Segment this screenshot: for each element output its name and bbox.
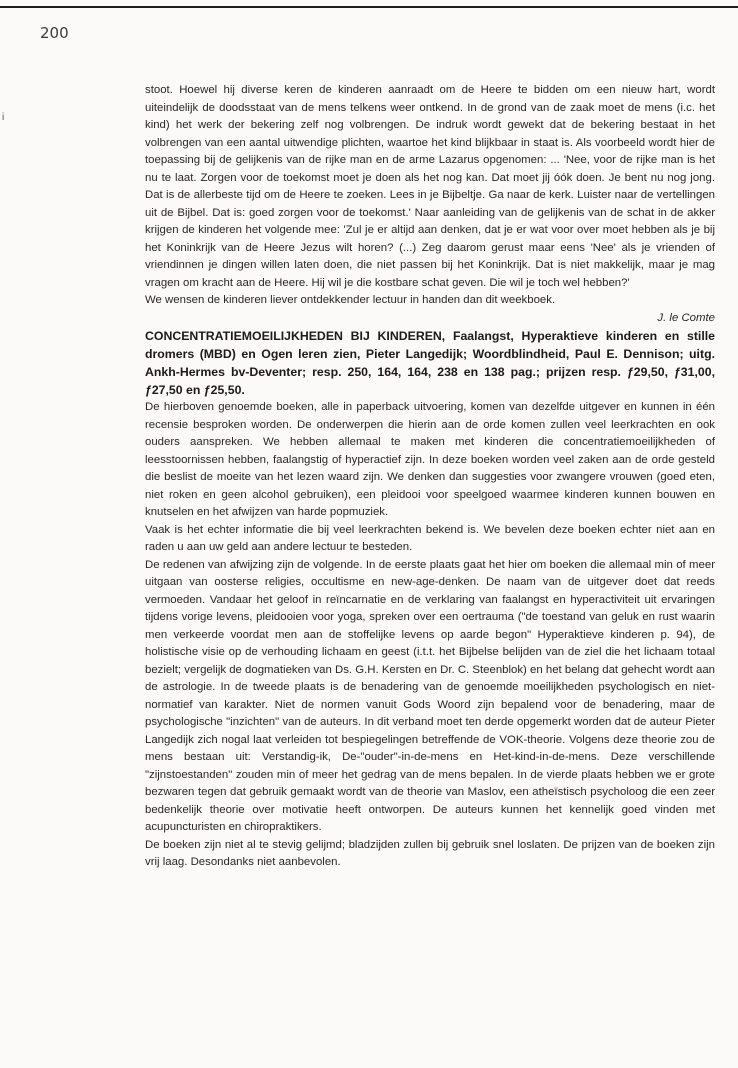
page-number: 200: [40, 24, 69, 42]
review2-paragraph-1: De hierboven genoemde boeken, alle in paperback uitvoering, komen van dezelfde uitgever en kunnen in één recensie besproken worden. De onderwerpen die hierin aan de orde komen zullen veel leerkrachten en ook ouders aanspreken. We hebben allemaal te maken met kinderen die concentratiemoeilijkheden of leesstoornissen hebben, faalangstig of hyperactief zijn. In deze boeken worden veel zaken aan de orde gesteld die beslist de moeite van het lezen waard zijn. We denken dan suggesties voor zwangere vrouwen (goed eten, niet roken en geen alcohol gebruiken), een pleidooi voor speelgoed waarmee kinderen kunnen bouwen en knutselen en het afwijzen van harde popmuziek.: [145, 401, 715, 518]
review1-paragraph-2: We wensen de kinderen liever ontdekkender lectuur in handen dan dit weekboek.: [145, 294, 556, 306]
review2-paragraph-3: De redenen van afwijzing zijn de volgende. In de eerste plaats gaat het hier om boeken die allemaal min of meer uitgaan van oosterse religies, occultisme en new-age-denken. De naam van de uitgever doet dat reeds vermoeden. Vandaar het geloof in reïncarnatie en de verklaring van faalangst en hyperactiviteit uit ervaringen tijdens vorige levens, pleidooien voor yoga, spreken over een oertrauma ("de toestand van geluk en rust waarin men verkeerde voordat men aan de stoffelijke levens op aarde begon" Hyperaktieve kinderen p. 94), de holistische visie op de verhouding lichaam en geest (i.t.t. het Bijbelse belijden van de ziel die het lichaam totaal bezielt; vergelijk de dogmatieken van Ds. G.H. Kersten en Dr. C. Steenblok) en het belang dat gehecht wordt aan de astrologie. In de tweede plaats is de benadering van de genoemde moeilijkheden psychologisch en niet-normatief van karakter. Niet de normen vanuit Gods Woord zijn bepalend voor de benadering, maar de psychologische "inzichten" van de auteurs. In dit verband moet ten derde opgemerkt worden dat de auteur Pieter Langedijk zich nogal laat verleiden tot bespiegelingen betreffende de VOK-theorie. Volgens deze theorie zou de mens bestaan uit: Verstandig-ik, De-"ouder"-in-de-mens en Het-kind-in-de-mens. Deze verschillende "zijnstoestanden" zouden min of meer het gedrag van de mens bepalen. In de vierde plaats hebben we er grote bezwaren tegen dat gebruik gemaakt wordt van de theorie van Maslov, een atheïstisch psycholoog die een zeer bedenkelijk theorie over motivatie heeft ontworpen. De auteurs kunnen het kennelijk goed vinden met acupuncturisten en chiropraktikers.: [145, 558, 715, 833]
review2-heading: CONCENTRATIEMOEILIJKHEDEN BIJ KINDEREN, Faalangst, Hyperaktieve kinderen en stille dromers (MBD) en Ogen leren zien, Pieter Langedijk; Woordblindheid, Paul E. Dennison; uitg. Ankh-Hermes bv-Deventer; resp. 250, 164, 164, 238 en 138 pag.; prijzen resp. ƒ29,50, ƒ31,00, ƒ27,50 en ƒ25,50.: [145, 329, 715, 397]
margin-mark: i: [2, 112, 5, 123]
review2-paragraph-4: De boeken zijn niet al te stevig gelijmd; bladzijden zullen bij gebruik snel loslaten. De prijzen van de boeken zijn vrij laag. Desondanks niet aanbevolen.: [145, 838, 715, 868]
review1-signature: J. le Comte: [657, 311, 715, 324]
text-column: [145, 82, 715, 872]
review2-paragraph-2: Vaak is het echter informatie die bij veel leerkrachten bekend is. We bevelen deze boeken echter niet aan en raden u aan uw geld aan andere lectuur te besteden.: [145, 523, 715, 553]
top-rule: [0, 6, 738, 8]
review1-paragraph-1: stoot. Hoewel hij diverse keren de kinderen aanraadt om de Heere te bidden om een nieuw hart, wordt uiteindelijk de doodsstaat van de mens telkens weer ontkend. In de grond van de zaak moet de mens (i.c. het kind) het werk der bekering zelf nog volbrengen. De indruk wordt gewekt dat de bekering bestaat in het volbrengen van een aantal uitwendige plichten, waartoe het kind blijkbaar in staat is. Als voorbeeld wordt hier de toepassing bij de gelijkenis van de rijke man en de arme Lazarus opgenomen: ... 'Nee, voor de rijke man is het nu te laat. Zorgen voor de toekomst moet je doen als het nog kan. Dat moet jij óók doen. Je bent nu nog jong. Dat is de allerbeste tijd om de Heere te zoeken. Lees in je Bijbeltje. Ga naar de kerk. Luister naar de vertellingen uit de Bijbel. Dat is: goed zorgen voor de toekomst.' Naar aanleiding van de gelijkenis van de schat in de akker krijgen de kinderen het volgende mee: 'Zul je er altijd aan denken, dat je er wat voor over moet hebben als je bij het Koninkrijk van de Heere Jezus wilt horen? (...) Zeg daarom gerust maar eens 'Nee' als je vrienden of vriendinnen je dingen willen laten doen, die niet passen bij het Koninkrijk. Dat is niet makkelijk, maar je mag vragen om kracht aan de Heere. Hij wil je die kostbare schat geven. Die wil je toch wel hebben?': [145, 84, 715, 289]
